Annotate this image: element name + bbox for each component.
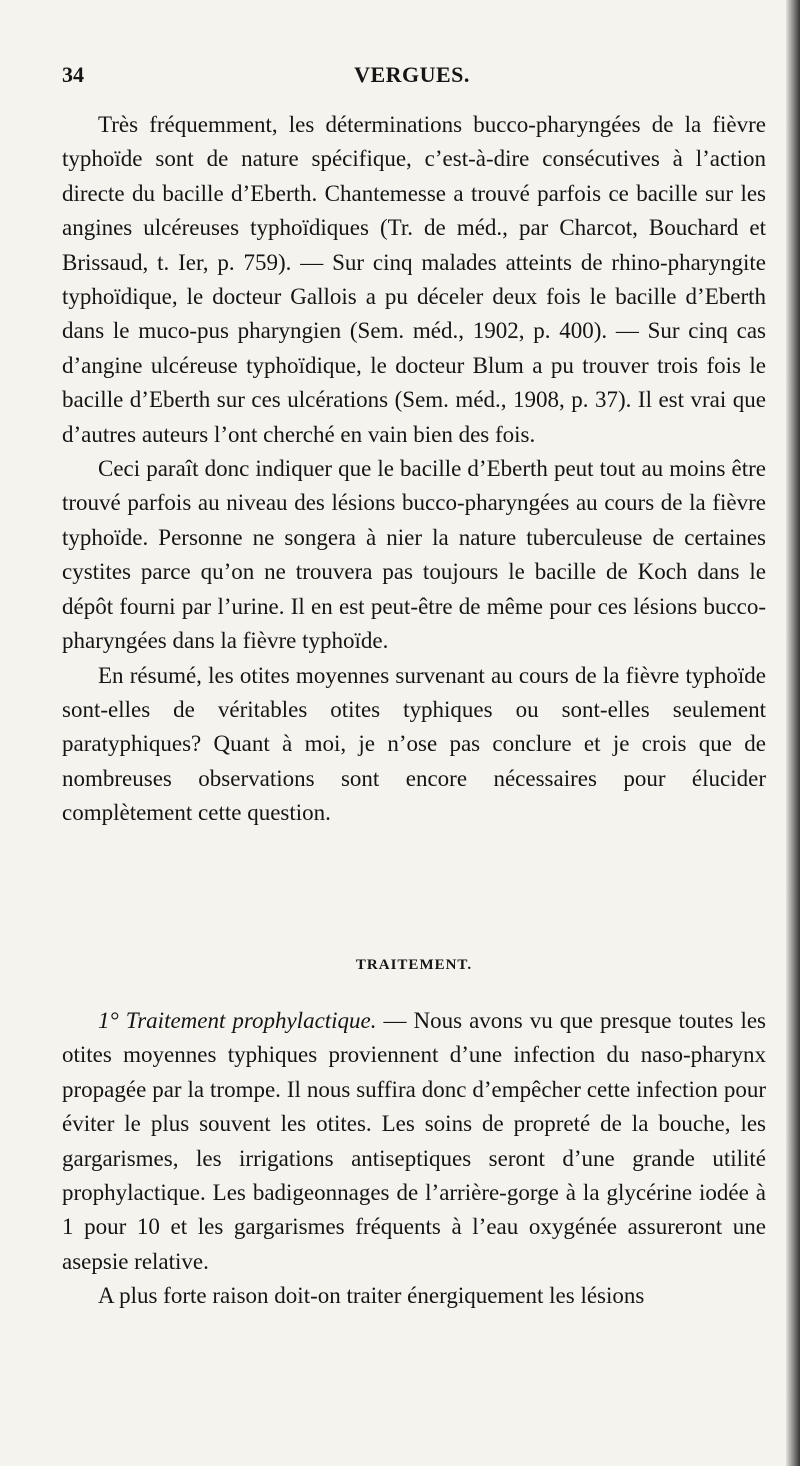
treatment-text-block xyxy=(62,1004,766,1314)
paragraph-2: Ceci paraît donc indiquer que le bacille d’Eberth peut tout au moins être trouvé parfois au niveau des lésions bucco-pharyngées au cours de la fièvre typhoïde. Personne ne songera à nier la nature tuberculeuse de certaines cystites parce qu’on ne trouvera pas toujours le bacille de Koch dans le dépôt fourni par l’urine. Il en est peut-être de même pour ces lésions bucco-pharyngées dans la fièvre typhoïde. xyxy=(62,456,766,654)
paragraph-1: Très fréquemment, les déterminations bucco-pharyngées de la fièvre typhoïde sont de nature spécifique, c’est-à-dire consécutives à l’action directe du bacille d’Eberth. Chantemesse a trouvé parfois ce bacille sur les angines ulcéreuses typhoïdiques (Tr. de méd., par Charcot, Bouchard et Brissaud, t. Ier, p. 759). — Sur cinq malades atteints de rhino-pharyngite typhoïdique, le docteur Gallois a pu déceler deux fois le bacille d’Eberth dans le muco-pus pharyngien (Sem. méd., 1902, p. 400). — Sur cinq cas d’angine ulcéreuse typhoïdique, le docteur Blum a pu trouver trois fois le bacille d’Eberth sur ces ulcérations (Sem. méd., 1908, p. 37). Il est vrai que d’autres auteurs l’ont cherché en vain bien des fois. xyxy=(62,112,766,447)
page-edge-shadow xyxy=(786,0,800,1466)
paragraph-3: En résumé, les otites moyennes survenant au cours de la fièvre typhoïde sont-elles de véritables otites typhiques ou sont-elles seulement paratyphiques? Quant à moi, je n’ose pas conclure et je crois que de nombreuses observations sont encore nécessaires pour élucider complètement cette question. xyxy=(62,662,766,826)
treatment-paragraph-1-text: — Nous avons vu que presque toutes les otites moyennes typhiques proviennent d’une infection du naso-pharynx propagée par la trompe. Il nous suffira donc d’empêcher cette infection pour éviter le plus souvent les otites. Les soins de propreté de la bouche, les gargarismes, les irrigations antiseptiques seront d’une grande utilité prophylactique. Les badigeonnages de l’arrière-gorge à la glycérine iodée à 1 pour 10 et les gargarismes fréquents à l’eau oxygénée assureront une asepsie relative. xyxy=(62,1008,767,1274)
page-header xyxy=(62,62,762,92)
treatment-paragraph-2: A plus forte raison doit-on traiter énergiquement les lésions xyxy=(98,1283,645,1309)
page-number: 34 xyxy=(62,62,84,87)
main-text-block xyxy=(62,108,766,831)
section-heading: TRAITEMENT. xyxy=(355,957,473,973)
running-title: VERGUES. xyxy=(354,62,470,87)
treatment-paragraph-1 xyxy=(62,1004,766,1279)
treatment-subheading: 1° Traitement prophylactique. xyxy=(98,1008,377,1033)
